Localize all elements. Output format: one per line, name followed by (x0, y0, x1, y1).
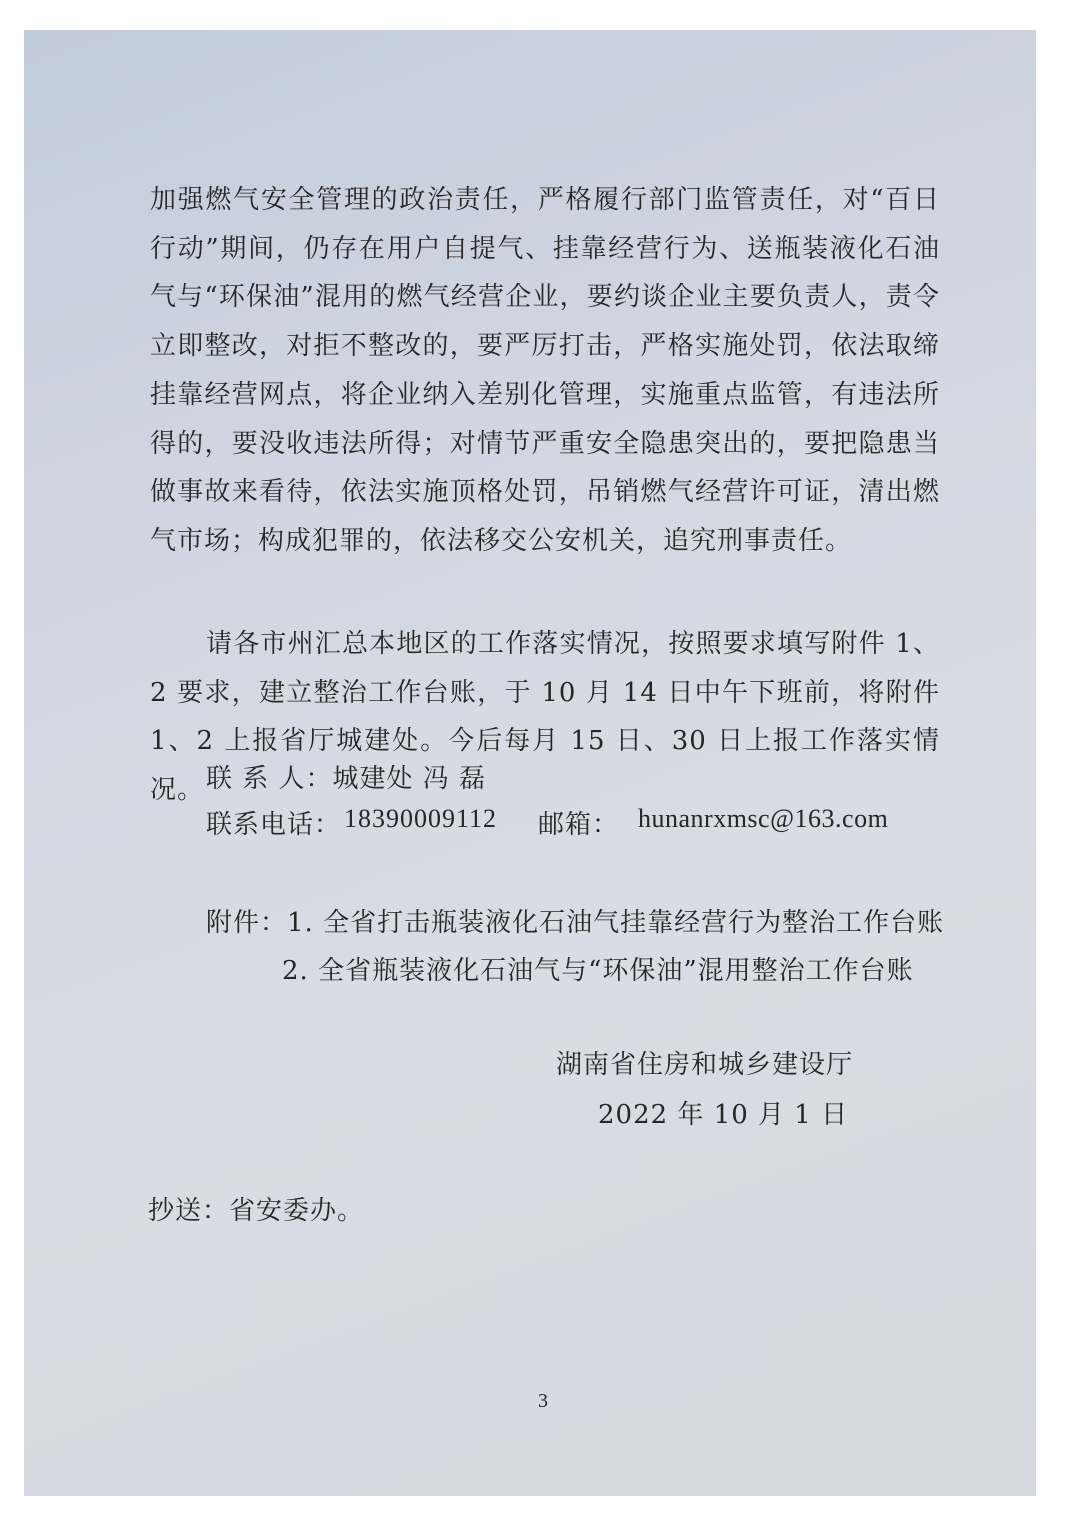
cc-line: 抄送：省安委办。 (148, 1196, 365, 1226)
contact-phone: 18390009112 (344, 804, 498, 833)
issue-date: 2022 年 10 月 1 日 (598, 1100, 849, 1130)
issuer-name: 湖南省住房和城乡建设厅 (556, 1050, 854, 1080)
page-number: 3 (538, 1390, 549, 1412)
contact-person: 联 系 人：城建处 冯 磊 (206, 764, 487, 794)
body-paragraph-1: 加强燃气安全管理的政治责任，严格履行部门监管责任，对“百日行动”期间，仍存在用户自提气、挂靠经营行为、送瓶装液化石油气与“环保油”混用的燃气经营企业，要约谈企业主要负责人，责令立即整改，对拒不整改的，要严厉打击，严格实施处罚，依法取缔挂靠经营网点，将企业纳入差别化管理，实施重点监管，有违法所得的，要没收违法所得；对情节严重安全隐患突出的，要把隐患当做事故来看待，依法实施顶格处罚，吊销燃气经营许可证，清出燃气市场；构成犯罪的，依法移交公安机关，追究刑事责任。 (150, 185, 940, 556)
contact-email: hunanrxmsc@163.com (638, 804, 889, 833)
contact-email-label: 邮箱： (538, 810, 620, 840)
document-page (24, 30, 1036, 1496)
attachment-item-1: 附件：1. 全省打击瓶装液化石油气挂靠经营行为整治工作台账 (206, 908, 945, 938)
contact-phone-label: 联系电话： (206, 810, 342, 840)
attachment-item-2: 2. 全省瓶装液化石油气与“环保油”混用整治工作台账 (282, 956, 914, 986)
body-paragraph-2: 请各市州汇总本地区的工作落实情况，按照要求填写附件 1、2 要求，建立整治工作台账，于 10 月 14 日中午下班前，将附件 1、2 上报省厅城建处。今后每月 15 日、30 日上报工作落实情况。 (150, 629, 940, 806)
